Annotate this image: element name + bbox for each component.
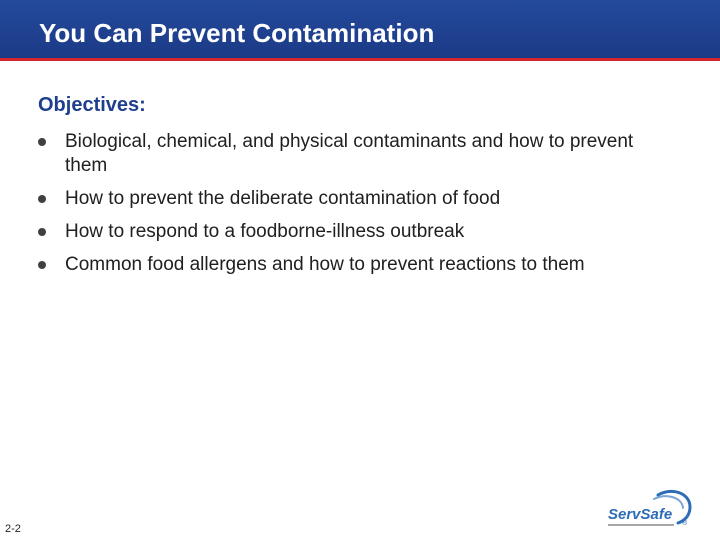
svg-text:®: ® <box>682 520 688 527</box>
title-bar <box>0 0 720 58</box>
bullet-icon <box>38 138 46 146</box>
bullet-icon <box>38 228 46 236</box>
list-item-text: Common food allergens and how to prevent reactions to them <box>65 254 585 275</box>
bullet-icon <box>38 261 46 269</box>
list-item-text: Biological, chemical, and physical contaminants and how to prevent them <box>65 131 634 176</box>
slide-number: 2-2 <box>5 523 21 535</box>
list-item <box>38 220 678 244</box>
list-item-text: How to prevent the deliberate contamination of food <box>65 188 501 209</box>
title-divider <box>0 58 720 61</box>
slide-title: You Can Prevent Contamination <box>39 18 435 48</box>
svg-text:ServSafe: ServSafe <box>608 506 673 523</box>
list-item <box>38 253 678 277</box>
objectives-heading: Objectives: <box>38 94 146 116</box>
list-item <box>38 130 678 178</box>
bullet-icon <box>38 195 46 203</box>
list-item-text: How to respond to a foodborne-illness outbreak <box>65 221 465 242</box>
list-item <box>38 187 678 211</box>
objectives-list <box>38 130 678 277</box>
servsafe-logo-icon <box>598 487 694 531</box>
